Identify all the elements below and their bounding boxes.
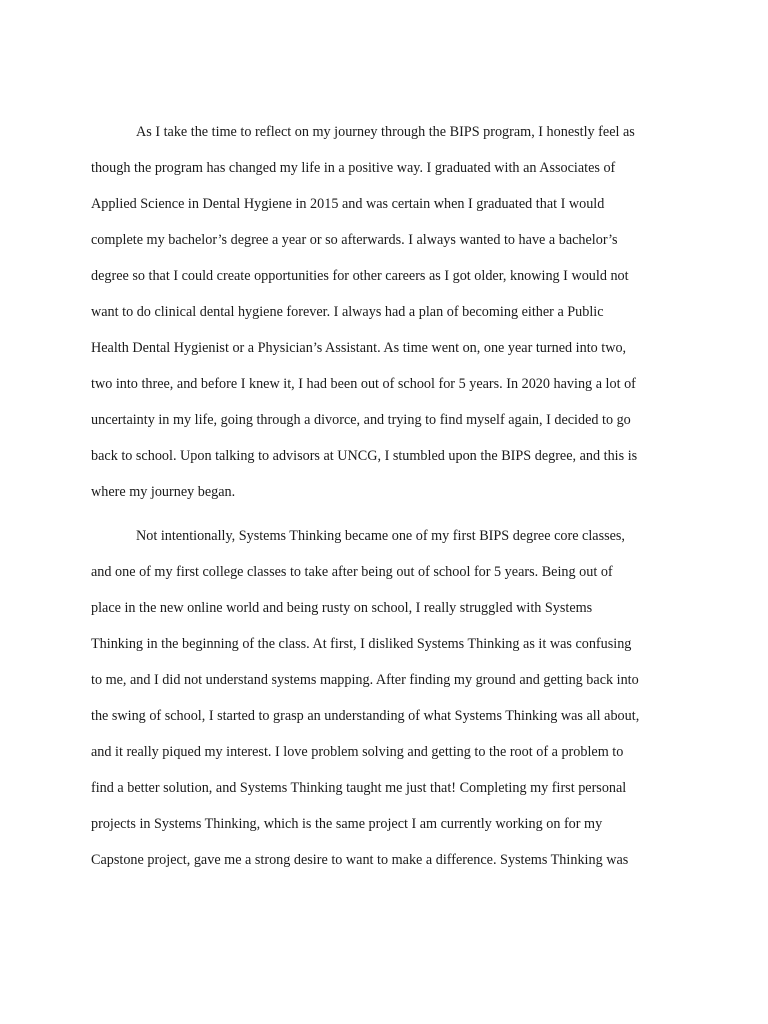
text-line: projects in Systems Thinking, which is the same project I am currently working on for my — [91, 816, 603, 832]
text-line: Health Dental Hygienist or a Physician’s Assistant. As time went on, one year turned into two, — [91, 340, 627, 356]
text-line: degree so that I could create opportunities for other careers as I got older, knowing I would not — [91, 268, 629, 284]
text-line: uncertainty in my life, going through a divorce, and trying to find myself again, I decided to go — [91, 412, 631, 428]
text-line: back to school. Upon talking to advisors at UNCG, I stumbled upon the BIPS degree, and this is — [91, 448, 638, 464]
text-line: Thinking in the beginning of the class. At first, I disliked Systems Thinking as it was confusing — [91, 636, 632, 652]
text-line: Not intentionally, Systems Thinking became one of my first BIPS degree core classes, — [136, 528, 625, 544]
text-line: place in the new online world and being rusty on school, I really struggled with Systems — [91, 600, 593, 616]
text-line: Applied Science in Dental Hygiene in 2015 and was certain when I graduated that I would — [91, 196, 605, 212]
text-line: want to do clinical dental hygiene forever. I always had a plan of becoming either a Public — [91, 304, 604, 320]
text-line: the swing of school, I started to grasp an understanding of what Systems Thinking was all about, — [91, 708, 640, 724]
text-line: to me, and I did not understand systems mapping. After finding my ground and getting back into — [91, 672, 639, 688]
text-line: find a better solution, and Systems Thinking taught me just that! Completing my first personal — [91, 780, 627, 796]
text-line: As I take the time to reflect on my journey through the BIPS program, I honestly feel as — [136, 124, 635, 140]
text-line: and it really piqued my interest. I love problem solving and getting to the root of a problem to — [91, 744, 624, 760]
text-line: Capstone project, gave me a strong desire to want to make a difference. Systems Thinking was — [91, 852, 629, 868]
text-line: and one of my first college classes to take after being out of school for 5 years. Being out of — [91, 564, 613, 580]
text-line: complete my bachelor’s degree a year or so afterwards. I always wanted to have a bachelor’s — [91, 232, 618, 248]
text-line: two into three, and before I knew it, I had been out of school for 5 years. In 2020 having a lot of — [91, 376, 636, 392]
text-line: where my journey began. — [91, 484, 236, 500]
text-line: though the program has changed my life in a positive way. I graduated with an Associates of — [91, 160, 616, 176]
